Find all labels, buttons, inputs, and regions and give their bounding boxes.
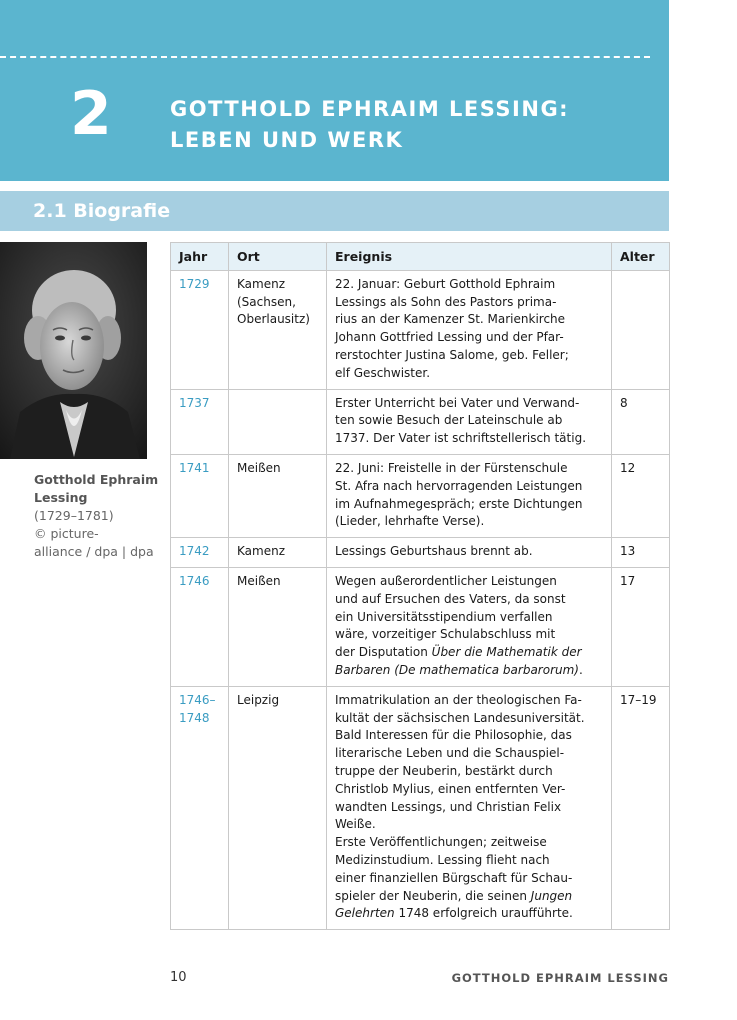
event-text: Medizinstudium. Lessing flieht nach bbox=[335, 852, 550, 867]
header-event: Ereignis bbox=[327, 243, 612, 271]
section-bar bbox=[0, 191, 669, 231]
event-line bbox=[335, 745, 603, 763]
place-cell bbox=[229, 567, 327, 686]
event-line bbox=[335, 311, 603, 329]
event-line bbox=[335, 294, 603, 312]
table-row bbox=[171, 567, 670, 686]
event-cell bbox=[327, 686, 612, 929]
event-cell bbox=[327, 270, 612, 389]
table-row bbox=[171, 686, 670, 929]
year-cell bbox=[171, 567, 229, 686]
event-cell bbox=[327, 538, 612, 568]
event-text: Erste Veröffentlichungen; zeitweise bbox=[335, 835, 547, 850]
event-text: Lessings Geburtshaus brennt ab. bbox=[335, 544, 533, 559]
event-line bbox=[335, 591, 603, 609]
event-line bbox=[335, 905, 603, 923]
event-text: Johann Gottfried Lessing und der Pfar- bbox=[335, 330, 564, 345]
table-row bbox=[171, 454, 670, 537]
event-text: literarische Leben und die Schauspiel- bbox=[335, 746, 565, 761]
event-line bbox=[335, 496, 603, 514]
place-cell bbox=[229, 454, 327, 537]
year-cell bbox=[171, 686, 229, 929]
event-text: 1748 erfolgreich uraufführte. bbox=[394, 906, 573, 921]
event-line bbox=[335, 609, 603, 627]
year-cell-line: 1746– bbox=[179, 692, 216, 707]
event-text: einer finanziellen Bürgschaft für Schau- bbox=[335, 870, 573, 885]
event-line bbox=[335, 347, 603, 365]
caption-name-line-1: Gotthold Ephraim bbox=[34, 472, 159, 487]
event-text: 1737. Der Vater ist schriftstellerisch tätig. bbox=[335, 431, 587, 446]
event-title-italic: Jungen bbox=[530, 888, 573, 903]
event-line bbox=[335, 626, 603, 644]
year-cell-line: 1746 bbox=[179, 573, 210, 588]
place-cell-line: (Sachsen, bbox=[237, 294, 296, 309]
table-row bbox=[171, 538, 670, 568]
event-text: ten sowie Besuch der Lateinschule ab bbox=[335, 413, 563, 428]
event-line bbox=[335, 412, 603, 430]
caption-credit-line-1: © picture- bbox=[34, 526, 99, 541]
event-line bbox=[335, 799, 603, 817]
event-line bbox=[335, 852, 603, 870]
event-text: Bald Interessen für die Philosophie, das bbox=[335, 728, 572, 743]
event-text: und auf Ersuchen des Vaters, da sonst bbox=[335, 591, 566, 606]
section-title: 2.1 Biografie bbox=[33, 200, 171, 222]
event-line bbox=[335, 276, 603, 294]
event-text: rius an der Kamenzer St. Marienkirche bbox=[335, 312, 566, 327]
caption-credit-line-2: alliance / dpa | dpa bbox=[34, 544, 154, 559]
event-text: rerstochter Justina Salome, geb. Feller; bbox=[335, 347, 569, 362]
event-line bbox=[335, 710, 603, 728]
table-row bbox=[171, 270, 670, 389]
event-line bbox=[335, 329, 603, 347]
event-text: (Lieder, lehrhafte Verse). bbox=[335, 514, 485, 529]
place-cell bbox=[229, 270, 327, 389]
age-cell: 12 bbox=[612, 454, 670, 537]
place-cell bbox=[229, 389, 327, 454]
event-line bbox=[335, 763, 603, 781]
place-cell bbox=[229, 538, 327, 568]
event-line bbox=[335, 395, 603, 413]
event-text: Immatrikulation an der theologischen Fa- bbox=[335, 692, 582, 707]
place-cell-line: Leipzig bbox=[237, 692, 280, 707]
chapter-title-line-2: LEBEN UND WERK bbox=[170, 128, 404, 152]
event-text: 22. Januar: Geburt Gotthold Ephraim bbox=[335, 276, 556, 291]
event-line bbox=[335, 365, 603, 383]
event-title-italic: Gelehrten bbox=[335, 906, 395, 921]
place-cell-line: Meißen bbox=[237, 460, 281, 475]
event-title-italic: Über die Mathematik der bbox=[431, 645, 582, 660]
event-line bbox=[335, 888, 603, 906]
year-cell-line: 1742 bbox=[179, 544, 210, 559]
portrait-caption bbox=[34, 471, 164, 561]
event-text: truppe der Neuberin, bestärkt durch bbox=[335, 763, 553, 778]
table-header-row bbox=[171, 243, 670, 271]
age-cell: 13 bbox=[612, 538, 670, 568]
place-cell bbox=[229, 686, 327, 929]
event-text: spieler der Neuberin, die seinen bbox=[335, 888, 531, 903]
age-cell: 17–19 bbox=[612, 686, 670, 929]
year-cell bbox=[171, 389, 229, 454]
event-line bbox=[335, 662, 603, 680]
event-line bbox=[335, 460, 603, 478]
event-line bbox=[335, 430, 603, 448]
event-text: Lessings als Sohn des Pastors prima- bbox=[335, 294, 557, 309]
event-text: kultät der sächsischen Landesuniversität. bbox=[335, 710, 585, 725]
chapter-number: 2 bbox=[70, 79, 112, 149]
chapter-title bbox=[170, 94, 569, 156]
event-text: St. Afra nach hervorragenden Leistungen bbox=[335, 478, 583, 493]
age-cell: 8 bbox=[612, 389, 670, 454]
event-line bbox=[335, 478, 603, 496]
lessing-portrait-image bbox=[0, 242, 147, 459]
biography-table bbox=[170, 242, 670, 930]
chapter-banner bbox=[0, 0, 669, 181]
event-line bbox=[335, 870, 603, 888]
year-cell bbox=[171, 538, 229, 568]
event-line bbox=[335, 727, 603, 745]
event-text: Weiße. bbox=[335, 817, 376, 832]
year-cell bbox=[171, 270, 229, 389]
place-cell-line: Meißen bbox=[237, 573, 281, 588]
event-text: im Aufnahmegespräch; erste Dichtungen bbox=[335, 496, 583, 511]
event-text: wäre, vorzeitiger Schulabschluss mit bbox=[335, 627, 556, 642]
event-line bbox=[335, 834, 603, 852]
place-cell-line: Kamenz bbox=[237, 544, 285, 559]
running-title: GOTTHOLD EPHRAIM LESSING bbox=[451, 971, 669, 985]
event-text: 22. Juni: Freistelle in der Fürstenschule bbox=[335, 460, 568, 475]
table-row bbox=[171, 389, 670, 454]
header-place: Ort bbox=[229, 243, 327, 271]
year-cell-line: 1741 bbox=[179, 460, 210, 475]
year-cell bbox=[171, 454, 229, 537]
year-cell-line: 1737 bbox=[179, 395, 210, 410]
chapter-title-line-1: GOTTHOLD EPHRAIM LESSING: bbox=[170, 97, 570, 121]
event-text: Erster Unterricht bei Vater und Verwand- bbox=[335, 395, 580, 410]
event-text: wandten Lessings, und Christian Felix bbox=[335, 799, 562, 814]
dashed-divider bbox=[0, 56, 650, 58]
header-year: Jahr bbox=[171, 243, 229, 271]
page-number: 10 bbox=[170, 970, 187, 985]
year-cell-line: 1729 bbox=[179, 276, 210, 291]
event-text: ein Universitätsstipendium verfallen bbox=[335, 609, 553, 624]
event-text: der Disputation bbox=[335, 645, 432, 660]
event-line bbox=[335, 781, 603, 799]
header-age: Alter bbox=[612, 243, 670, 271]
event-line bbox=[335, 543, 603, 561]
event-text: elf Geschwister. bbox=[335, 365, 431, 380]
age-cell bbox=[612, 270, 670, 389]
event-line bbox=[335, 816, 603, 834]
event-line bbox=[335, 644, 603, 662]
event-text: Christlob Mylius, einen entfernten Ver- bbox=[335, 781, 566, 796]
age-cell: 17 bbox=[612, 567, 670, 686]
event-text: . bbox=[579, 662, 583, 677]
caption-name-line-2: Lessing bbox=[34, 490, 88, 505]
event-text: Wegen außerordentlicher Leistungen bbox=[335, 573, 557, 588]
year-cell-line: 1748 bbox=[179, 710, 210, 725]
event-line bbox=[335, 692, 603, 710]
event-cell bbox=[327, 389, 612, 454]
place-cell-line: Oberlausitz) bbox=[237, 312, 310, 327]
event-cell bbox=[327, 567, 612, 686]
event-line bbox=[335, 513, 603, 531]
event-title-italic: Barbaren (De mathematica barbarorum) bbox=[335, 662, 579, 677]
place-cell-line: Kamenz bbox=[237, 276, 285, 291]
event-cell bbox=[327, 454, 612, 537]
event-line bbox=[335, 573, 603, 591]
caption-years: (1729–1781) bbox=[34, 508, 114, 523]
